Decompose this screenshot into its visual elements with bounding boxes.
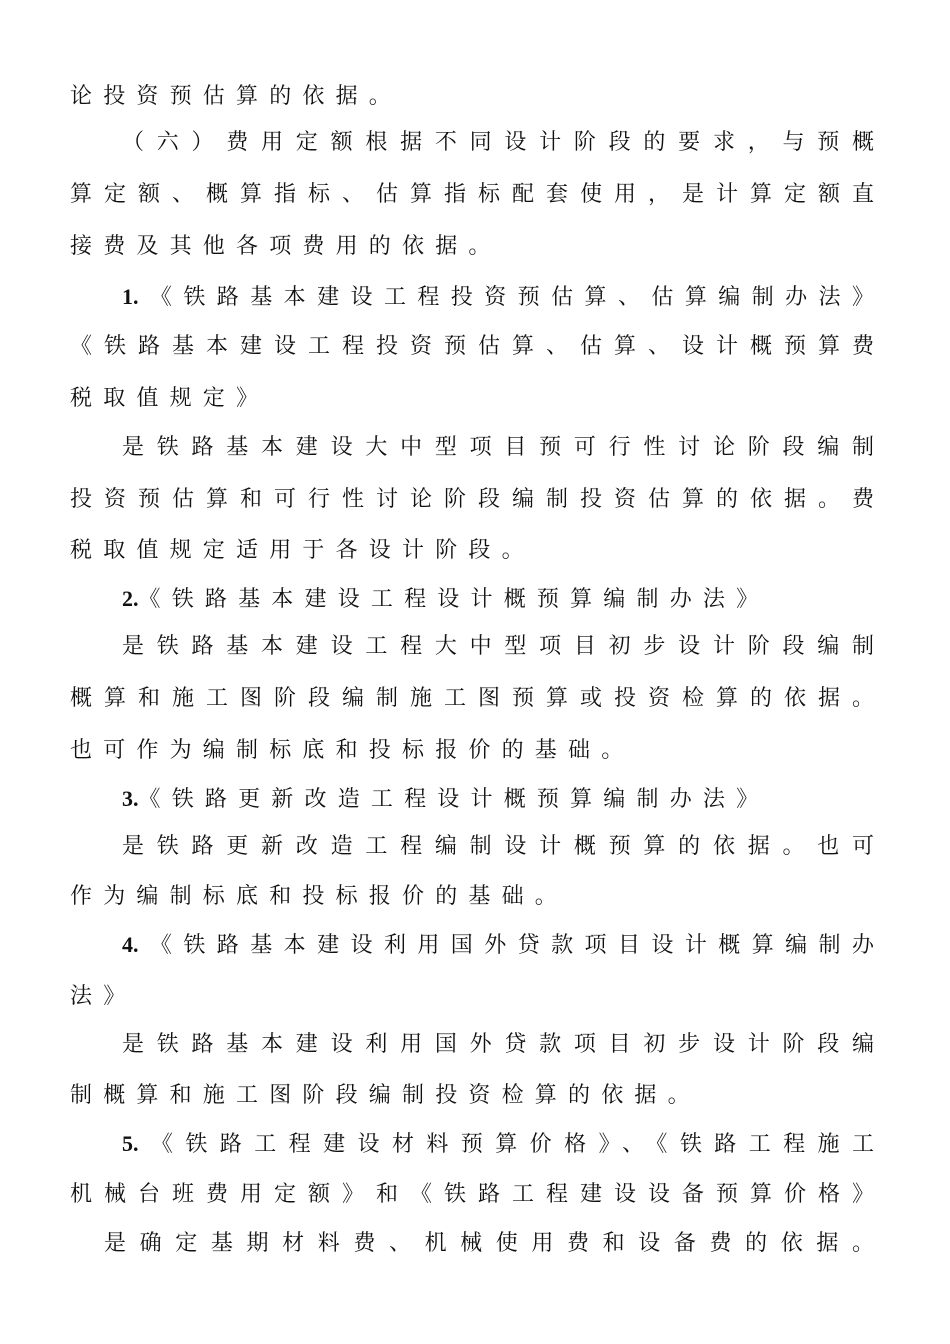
paragraph-line: 是铁路更新改造工程编制设计概预算的依据。也可 <box>122 834 874 859</box>
paragraph-text: 税取值规定适用于各设计阶段。 <box>70 538 535 563</box>
item-number: 3. <box>122 786 139 811</box>
paragraph-line <box>70 536 535 566</box>
paragraph-line: 作为编制标底和投标报价的基础。 <box>70 884 569 909</box>
item-number: 2. <box>122 586 139 611</box>
heading-text: 《铁路更新改造工程设计概预算编制办法》 <box>138 787 770 812</box>
heading-text: 《铁路工程建设材料预算价格》、《铁路工程施工 <box>138 1132 874 1157</box>
heading-text: 《铁路基本建设工程设计概预算编制办法》 <box>138 587 770 612</box>
paragraph-text: 接费及其他各项费用的依据。 <box>70 234 502 259</box>
paragraph-line: 《铁路基本建设工程投资预估算、估算、设计概预算费 <box>70 334 874 359</box>
paragraph-line: 是确定基期材料费、机械使用费和设备费的依据。 <box>104 1231 874 1256</box>
paragraph-line: 法》 <box>70 984 137 1009</box>
item-number: 1. <box>122 284 139 309</box>
paragraph-line: 论投资预估算的依据。 <box>70 84 403 109</box>
paragraph-line <box>70 736 634 766</box>
paragraph-text: 税取值规定》 <box>70 386 270 411</box>
paragraph-line: 是铁路基本建设工程大中型项目初步设计阶段编制 <box>122 634 874 659</box>
list-item-heading <box>122 1129 874 1160</box>
paragraph-line: 是铁路基本建设大中型项目预可行性讨论阶段编制 <box>122 435 874 460</box>
heading-text: 《铁路基本建设利用国外贷款项目设计概算编制办 <box>138 933 874 958</box>
list-item-heading <box>122 282 874 313</box>
paragraph-line: 是铁路基本建设利用国外贷款项目初步设计阶段编 <box>122 1032 874 1057</box>
paragraph-line: 机械台班费用定额》和《铁路工程建设设备预算价格》 <box>70 1182 874 1207</box>
paragraph-line: 投资预估算和可行性讨论阶段编制投资估算的依据。费 <box>70 487 874 512</box>
item-number: 5. <box>122 1131 139 1156</box>
paragraph-line <box>70 384 269 414</box>
heading-text: 《铁路基本建设工程投资预估算、估算编制办法》 <box>138 285 874 310</box>
paragraph-line: 算定额、概算指标、估算指标配套使用，是计算定额直 <box>70 182 874 207</box>
list-item-heading <box>122 784 769 815</box>
item-number: 4. <box>122 932 139 957</box>
paragraph-line: 制概算和施工图阶段编制投资检算的依据。 <box>70 1083 701 1108</box>
paragraph-text: 也可作为编制标底和投标报价的基础。 <box>70 738 635 763</box>
paragraph-line <box>70 232 502 262</box>
list-item-heading <box>122 584 769 615</box>
list-item-heading <box>122 930 874 961</box>
paragraph-line: （六）费用定额根据不同设计阶段的要求，与预概 <box>122 130 874 155</box>
paragraph-line: 概算和施工图阶段编制施工图预算或投资检算的依据。 <box>70 686 874 711</box>
